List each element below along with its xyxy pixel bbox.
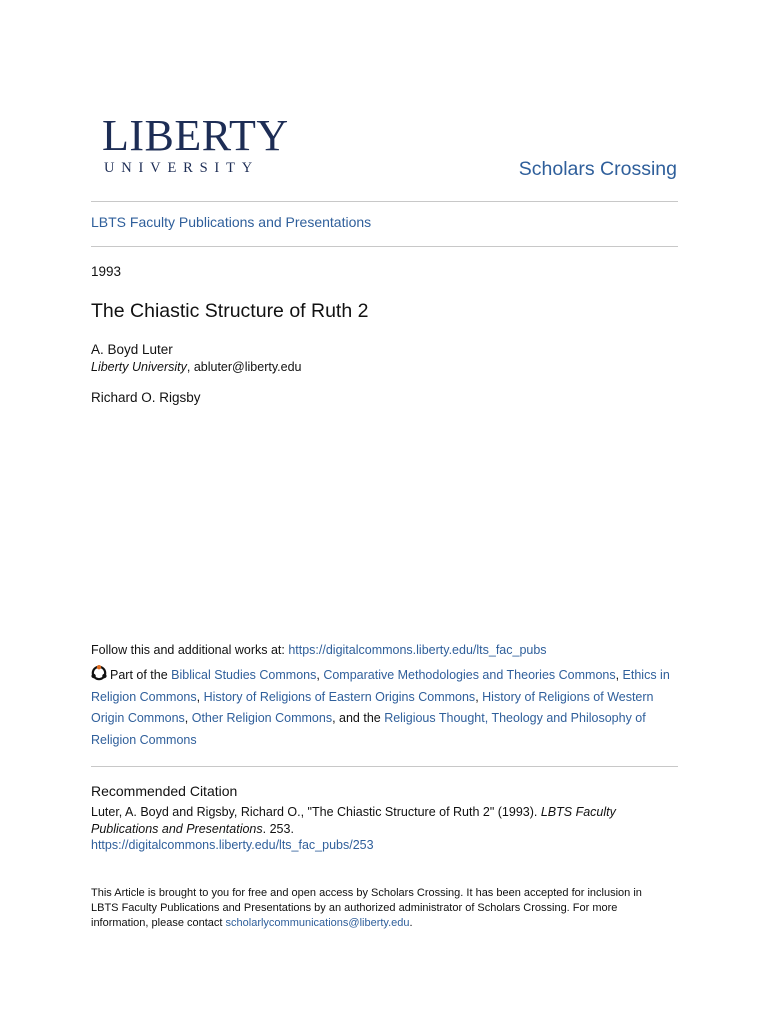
access-notice (91, 886, 671, 931)
commons-link-biblical-studies[interactable]: Biblical Studies Commons (171, 668, 317, 682)
logo-subtitle: UNIVERSITY (104, 160, 259, 176)
series-link[interactable]: LBTS Faculty Publications and Presentations (91, 214, 372, 230)
commons-link-comparative-methodologies[interactable]: Comparative Methodologies and Theories Commons (323, 668, 616, 682)
collection-url-link[interactable]: https://digitalcommons.liberty.edu/lts_fac_pubs (288, 643, 547, 657)
separator: , (316, 668, 324, 682)
citation-url-link[interactable]: https://digitalcommons.liberty.edu/lts_fac_pubs/253 (91, 838, 374, 852)
separator: , (615, 668, 623, 682)
citation-number: . 253. (262, 821, 294, 836)
citation-body: Luter, A. Boyd and Rigsby, Richard O., "The Chiastic Structure of Ruth 2" (1993). (91, 805, 541, 819)
scholars-crossing-link[interactable]: Scholars Crossing (518, 158, 677, 180)
citation-heading: Recommended Citation (91, 783, 238, 799)
logo-wordmark: LIBERTY (102, 111, 289, 160)
author-name: A. Boyd Luter (91, 342, 173, 357)
commons-network-icon (91, 665, 107, 681)
part-of-prefix: Part of the (110, 668, 172, 682)
separator: , (475, 689, 483, 704)
follow-text: Follow this and additional works at: (91, 643, 289, 657)
divider (91, 246, 678, 247)
part-of-commons (91, 665, 681, 751)
access-notice-text: This Article is brought to you for free and open access by Scholars Crossing. It has been accepted for inclusion in LBTS Faculty Publications and Presentations by an authorized administrator of Scholars Crossing. For more information, please contact (91, 887, 642, 929)
author-email: , abluter@liberty.edu (186, 360, 302, 374)
author-name: Richard O. Rigsby (91, 390, 201, 405)
notice-end: . (409, 917, 413, 929)
commons-link-western-origin[interactable]: History of Religions of Western Origin Commons (91, 689, 654, 725)
author-affiliation (91, 360, 301, 374)
separator: , (184, 711, 192, 725)
commons-link-ethics-in-religion[interactable]: Ethics in Religion Commons (91, 668, 670, 704)
follow-line (91, 643, 681, 657)
commons-link-eastern-origins[interactable]: History of Religions of Eastern Origins Commons (203, 689, 476, 704)
commons-link-religious-thought[interactable]: Religious Thought, Theology and Philosophy of Religion Commons (91, 711, 646, 747)
citation-text (91, 804, 681, 837)
separator: , (196, 689, 204, 704)
commons-link-other-religion[interactable]: Other Religion Commons (191, 711, 333, 725)
divider (91, 201, 678, 202)
and-the: , and the (332, 711, 385, 725)
citation-series: LBTS Faculty Publications and Presentations (91, 805, 616, 836)
divider (91, 766, 678, 767)
affiliation-name: Liberty University (91, 360, 187, 374)
article-title: The Chiastic Structure of Ruth 2 (91, 300, 369, 322)
contact-email-link[interactable]: scholarlycommunications@liberty.edu (225, 917, 410, 929)
liberty-university-logo[interactable] (102, 111, 289, 176)
publication-year: 1993 (91, 264, 122, 279)
